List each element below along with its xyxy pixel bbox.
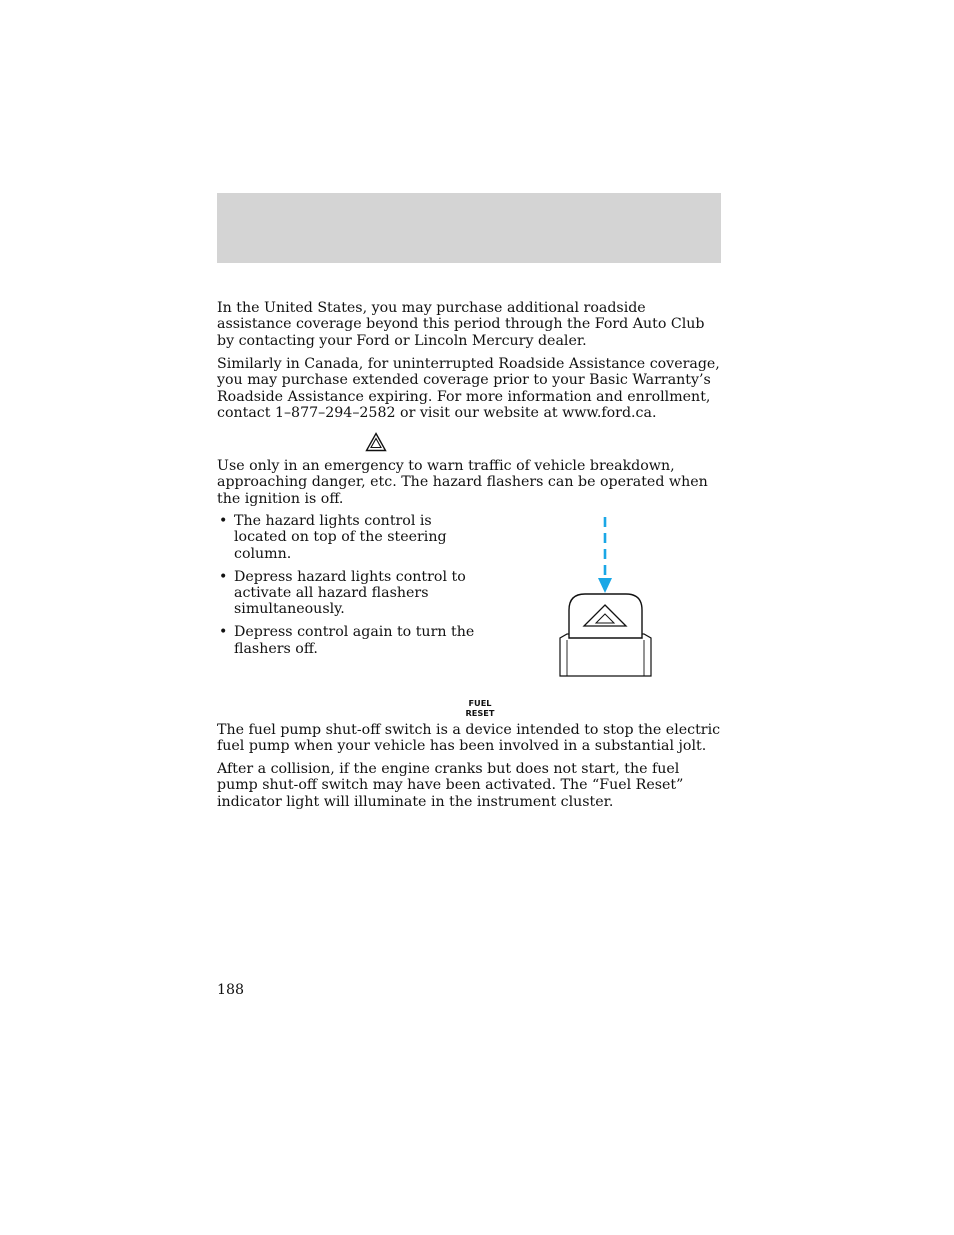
hazard-bullet-list xyxy=(217,513,479,663)
page-number: 188 xyxy=(217,982,245,998)
bullet-marker: • xyxy=(219,568,228,585)
list-item xyxy=(217,624,479,657)
fuel-reset-line1: FUEL xyxy=(468,698,492,708)
canada-roadside-paragraph: Similarly in Canada, for uninterrupted Roadside Assistance coverage, you may purchase extended coverage prior to your Basic Warranty’s Roadside Assistance expiring. For more information and enrollment, contact 1–877–294–2582 or visit our website at www.ford.ca. xyxy=(217,356,720,422)
hazard-intro-paragraph: Use only in an emergency to warn traffic of vehicle breakdown, approaching danger, etc. The hazard flashers can be operated when the ignition is off. xyxy=(217,458,708,507)
bullet-text: Depress hazard lights control to activate all hazard flashers simultaneously. xyxy=(234,568,466,618)
hazard-button-illustration xyxy=(556,514,656,680)
list-item xyxy=(217,513,479,562)
fuel-pump-intro-paragraph: The fuel pump shut-off switch is a device intended to stop the electric fuel pump when your vehicle has been involved in a substantial jolt. xyxy=(217,722,721,755)
hazard-triangle-icon xyxy=(365,432,387,452)
us-roadside-paragraph: In the United States, you may purchase additional roadside assistance coverage beyond this period through the Ford Auto Club by contacting your Ford or Lincoln Mercury dealer. xyxy=(217,300,705,349)
fuel-reset-indicator-icon xyxy=(462,699,498,718)
bullet-marker: • xyxy=(219,624,228,641)
list-item xyxy=(217,569,479,618)
arrow-head xyxy=(598,578,612,593)
bullet-marker: • xyxy=(219,513,228,529)
fuel-pump-collision-paragraph: After a collision, if the engine cranks but does not start, the fuel pump shut-off switch may have been activated. The “Fuel Reset” indicator light will illuminate in the instrument cluster. xyxy=(217,761,684,810)
section-header-band xyxy=(217,193,721,263)
bullet-text: The hazard lights control is located on top of the steering column. xyxy=(234,513,447,562)
bullet-text: Depress control again to turn the flashers off. xyxy=(234,624,475,657)
fuel-reset-line2: RESET xyxy=(465,707,495,718)
